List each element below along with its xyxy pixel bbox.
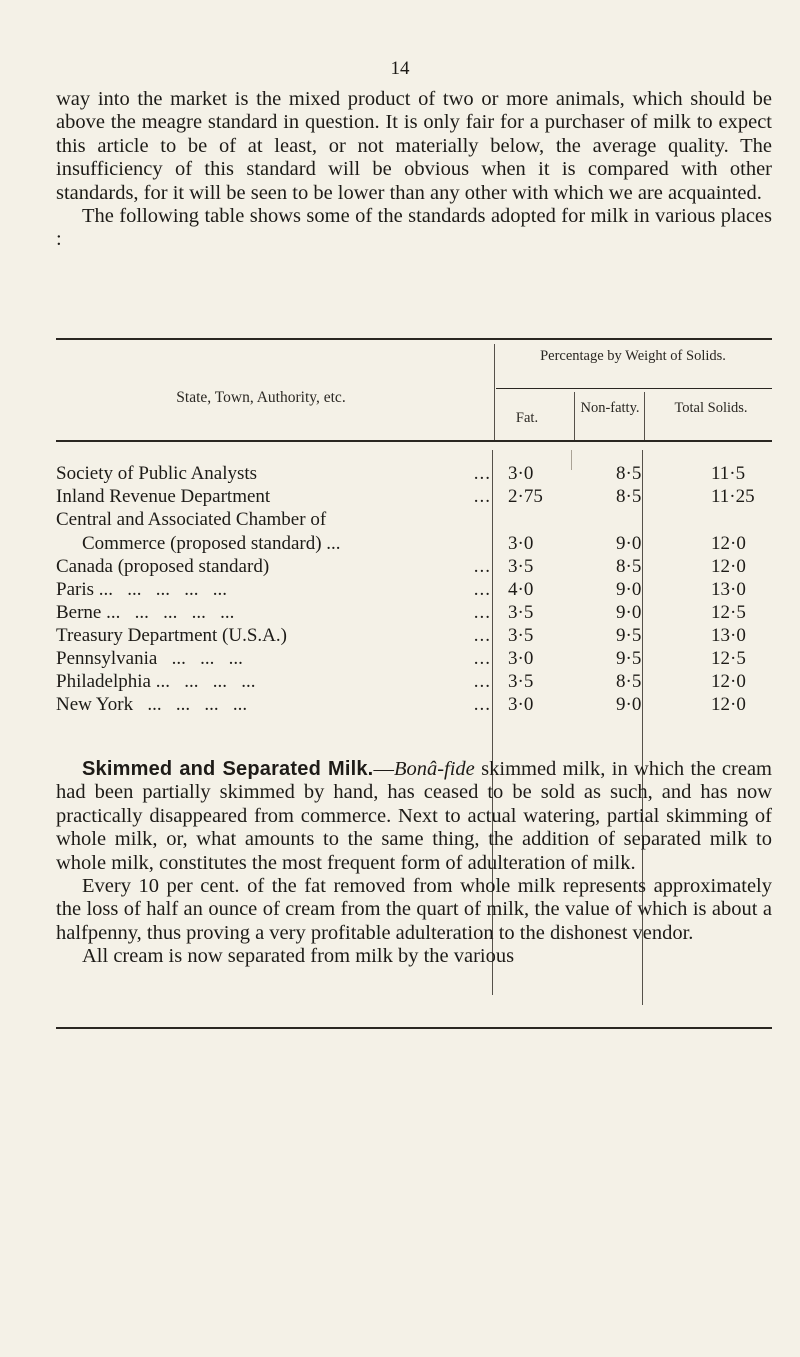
row-nonfatty: 8·5 [616, 486, 642, 507]
row-total: 12·0 [711, 556, 746, 577]
paragraph-2-text: The following table shows some of the standards adopted for milk in various places : [56, 205, 772, 251]
row-name: Canada (proposed standard) [56, 556, 270, 577]
row-dots: ... [473, 579, 491, 600]
header-nonfatty: Non-fatty. [580, 400, 640, 416]
table-top-rule [56, 338, 772, 340]
row-name: Society of Public Analysts [56, 463, 258, 484]
row-nonfatty: 9·5 [616, 625, 642, 646]
row-nonfatty: 9·0 [616, 533, 642, 554]
row-name: Paris ... ... ... ... ... [56, 579, 227, 600]
row-total: 12·0 [711, 694, 746, 715]
table-bottom-rule [56, 1027, 772, 1029]
row-name: Central and Associated Chamber of [56, 509, 327, 530]
row-name: Commerce (proposed standard) ... [82, 533, 341, 554]
row-name: Treasury Department (U.S.A.) [56, 625, 287, 646]
header-group-rule [496, 388, 772, 389]
section-dash: — [373, 758, 394, 780]
row-name: New York ... ... ... ... [56, 694, 248, 715]
header-state: State, Town, Authority, etc. [176, 389, 346, 406]
table-row [56, 648, 772, 670]
row-fat: 3·0 [508, 533, 534, 554]
vline-head-2 [574, 392, 575, 440]
row-name: Pennsylvania ... ... ... [56, 648, 243, 669]
vline-group [494, 344, 495, 388]
paragraph-4-text: Every 10 per cent. of the fat removed from whole milk represents approximately the loss of half an ounce of cream from the quart of milk, the value of which is about a halfpenny, thus proving a very profitable adulteration to the dishonest vendor. [56, 875, 772, 944]
row-fat: 3·0 [508, 463, 534, 484]
row-fat: 3·5 [508, 625, 534, 646]
row-nonfatty: 8·5 [616, 556, 642, 577]
row-total: 12·5 [711, 648, 746, 669]
row-fat: 3·0 [508, 694, 534, 715]
row-total: 12·0 [711, 671, 746, 692]
table-row [56, 556, 772, 578]
row-name: Berne ... ... ... ... ... [56, 602, 235, 623]
table-row [56, 509, 772, 531]
header-total: Total Solids. [674, 400, 748, 416]
header-group: Percentage by Weight of Solids. [540, 348, 726, 364]
row-dots: ... [473, 671, 491, 692]
row-dots: ... [473, 556, 491, 577]
vline-head-1 [494, 388, 495, 440]
table-row [56, 694, 772, 716]
row-nonfatty: 8·5 [616, 671, 642, 692]
vline-head-3 [644, 392, 645, 440]
row-nonfatty: 9·0 [616, 694, 642, 715]
row-dots: ... [473, 648, 491, 669]
page-number: 14 [390, 58, 410, 79]
row-total: 11·25 [711, 486, 755, 507]
row-name: Philadelphia ... ... ... ... [56, 671, 256, 692]
paragraph-1-text: way into the market is the mixed product of two or more animals, which should be above the meagre standard in question. It is only fair for a purchaser of milk to expect this article to be of at least, or not materially below, the average quality. The insufficiency of this standard will be obvious when it is compared with other standards, for it will be seen to be lower than any other with which we are acquainted. [56, 88, 772, 204]
header-fat: Fat. [515, 410, 539, 426]
row-fat: 3·5 [508, 556, 534, 577]
table-row [56, 625, 772, 647]
row-nonfatty: 9·0 [616, 602, 642, 623]
row-fat: 3·5 [508, 602, 534, 623]
table-header-rule [56, 440, 772, 442]
row-fat: 4·0 [508, 579, 534, 600]
row-dots: ... [473, 463, 491, 484]
paragraph-5-text: All cream is now separated from milk by the various [82, 945, 515, 968]
paragraph-intro [56, 88, 772, 252]
row-fat: 2·75 [508, 486, 543, 507]
row-dots: ... [473, 625, 491, 646]
row-nonfatty: 9·5 [616, 648, 642, 669]
row-nonfatty: 8·5 [616, 463, 642, 484]
section-italic: Bonâ-fide [393, 758, 475, 780]
row-fat: 3·5 [508, 671, 534, 692]
row-total: 12·5 [711, 602, 746, 623]
row-fat: 3·0 [508, 648, 534, 669]
row-nonfatty: 9·0 [616, 579, 642, 600]
row-dots: ... [473, 602, 491, 623]
table-row [56, 486, 772, 508]
row-total: 11·5 [711, 463, 746, 484]
table-row [56, 463, 772, 485]
row-dots: ... [473, 486, 491, 507]
table-row [56, 579, 772, 601]
table-row [56, 671, 772, 693]
paragraph-skimmed [56, 758, 772, 969]
row-total: 13·0 [711, 625, 746, 646]
row-name: Inland Revenue Department [56, 486, 271, 507]
row-dots: ... [473, 694, 491, 715]
paragraph-3-text: skimmed milk, in which the cream had been partially skimmed by hand, has ceased to be sold as such, and has now practically disappeared from commerce. Next to actual watering, partial skimming of whole milk, or, what amounts to the same thing, the addition of separated milk to whole milk, constitutes the most frequent form of adulteration of milk. [56, 758, 772, 874]
table-row [56, 602, 772, 624]
row-total: 13·0 [711, 579, 746, 600]
section-heading: Skimmed and Separated Milk. [82, 758, 374, 780]
row-total: 12·0 [711, 533, 746, 554]
table-row [56, 533, 772, 555]
